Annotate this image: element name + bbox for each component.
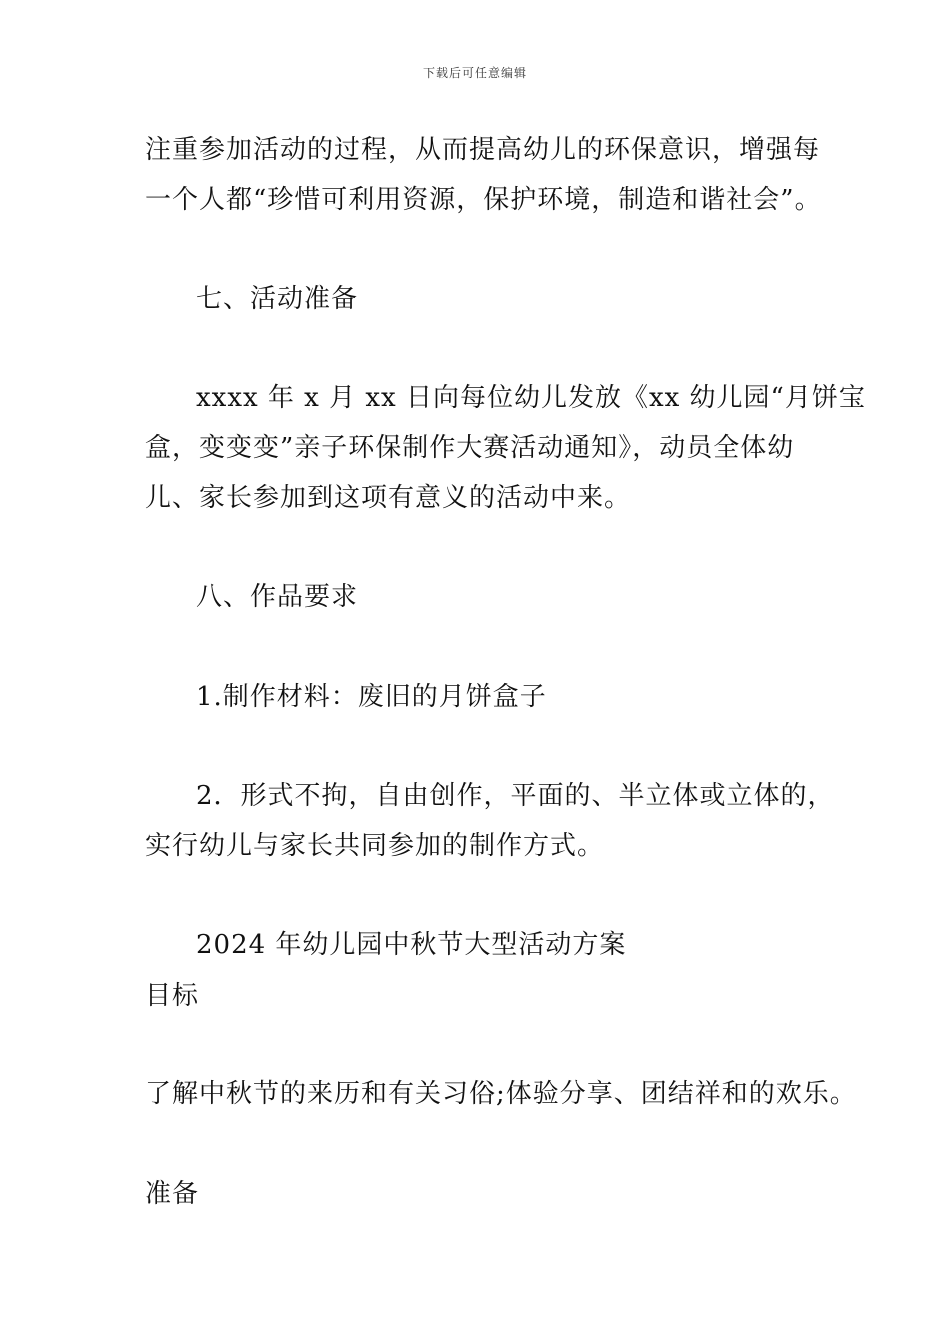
paragraph-line: 盒，变变变”亲子环保制作大赛活动通知》，动员全体幼 [145,433,795,463]
paragraph-line: 了解中秋节的来历和有关习俗;体验分享、团结祥和的欢乐。 [145,1079,857,1109]
list-item: 1.制作材料：废旧的月饼盒子 [196,682,547,712]
document-title: 2024 年幼儿园中秋节大型活动方案 [196,930,627,960]
page-header: 下载后可任意编辑 [422,66,527,80]
paragraph-line: xxxx 年 x 月 xx 日向每位幼儿发放《xx 幼儿园“月饼宝 [196,383,866,413]
paragraph-line: 注重参加活动的过程，从而提高幼儿的环保意识，增强每 [145,135,821,165]
section-heading-7: 七、活动准备 [196,284,359,314]
paragraph-line: 实行幼儿与家长共同参加的制作方式。 [145,831,605,861]
paragraph-line: 儿、家长参加到这项有意义的活动中来。 [145,483,632,513]
list-item: 2．形式不拘，自由创作，平面的、半立体或立体的， [196,781,835,811]
paragraph-line: 一个人都“珍惜可利用资源，保护环境，制造和谐社会”。 [145,185,822,215]
section-heading-goal: 目标 [145,981,200,1011]
section-heading-prep: 准备 [145,1179,200,1209]
section-heading-8: 八、作品要求 [196,582,359,612]
